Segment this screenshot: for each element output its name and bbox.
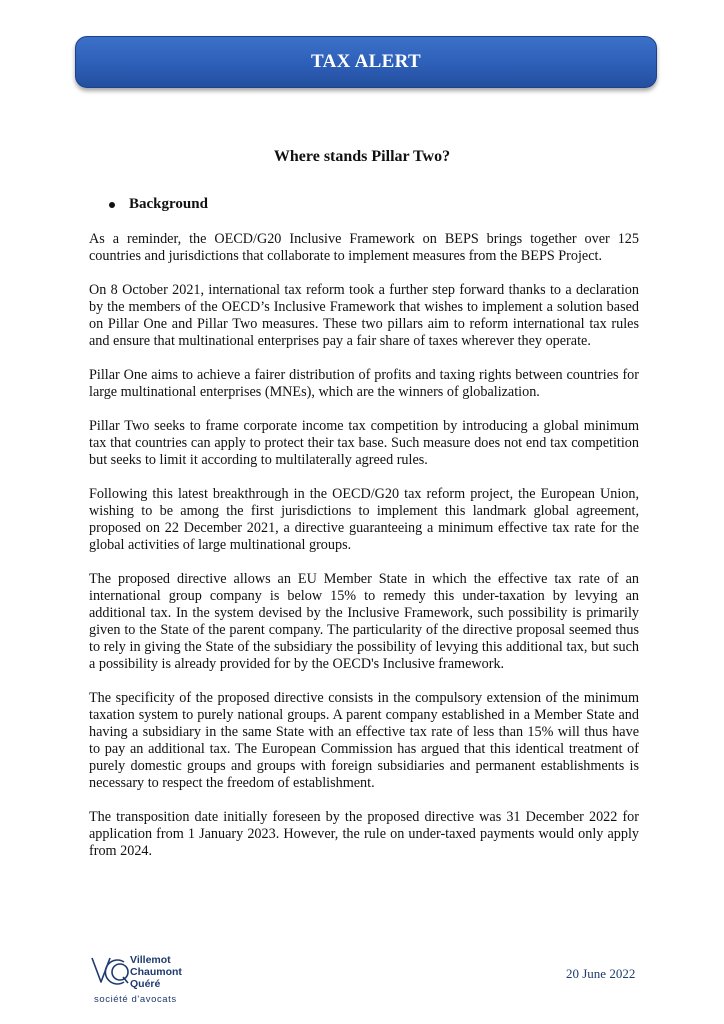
paragraph: The specificity of the proposed directive consists in the compulsory extension of the minimum taxation system to purely national groups. A parent company established in a Member State and having a subsidiary in the same State with an effective tax rate of less than 15% will thus have to pay an additional tax. The European Commission has argued that this identical treatment of purely domestic groups and groups with foreign subsidiaries and permanent establishments is necessary to respect the freedom of establishment. bbox=[89, 690, 639, 791]
logo-name-chaumont: Chaumont bbox=[130, 966, 182, 978]
footer-date: 20 June 2022 bbox=[566, 966, 636, 981]
banner-title: TAX ALERT bbox=[311, 51, 421, 72]
body-text bbox=[89, 231, 639, 877]
logo-tagline: société d'avocats bbox=[94, 994, 177, 1005]
paragraph: On 8 October 2021, international tax reform took a further step forward thanks to a declaration by the members of the OECD’s Inclusive Framework that wishes to implement a solution based on Pillar One and Pillar Two measures. These two pillars aim to reform international tax rules and ensure that multinational enterprises pay a fair share of taxes wherever they operate. bbox=[89, 282, 639, 349]
logo-name-villemot: Villemot bbox=[130, 954, 171, 966]
paragraph: Pillar Two seeks to frame corporate income tax competition by introducing a global minimum tax that countries can apply to protect their tax base. Such measure does not end tax competition but seeks to limit it according to multilaterally agreed rules. bbox=[89, 418, 639, 468]
section-heading: Background bbox=[129, 196, 208, 212]
firm-logo bbox=[90, 952, 210, 1008]
paragraph: Following this latest breakthrough in the OECD/G20 tax reform project, the European Union, wishing to be among the first jurisdictions to implement this landmark global agreement, proposed on 22 December 2021, a directive guaranteeing a minimum effective tax rate for the global activities of large multinational groups. bbox=[89, 486, 639, 553]
paragraph: As a reminder, the OECD/G20 Inclusive Framework on BEPS brings together over 125 countries and jurisdictions that collaborate to implement measures from the BEPS Project. bbox=[89, 231, 639, 264]
vcq-logo-icon bbox=[90, 952, 134, 992]
tax-alert-banner bbox=[75, 36, 657, 88]
paragraph: The proposed directive allows an EU Member State in which the effective tax rate of an international group company is below 15% to remedy this under-taxation by levying an additional tax. In the system devised by the Inclusive Framework, such possibility is primarily given to the State of the parent company. The particularity of the directive proposal seemed thus to rely in giving the State of the subsidiary the possibility of levying this additional tax, but such a possibility is already provided for by the OECD's Inclusive framework. bbox=[89, 571, 639, 672]
logo-name-quere: Quéré bbox=[130, 978, 161, 990]
paragraph: The transposition date initially foreseen by the proposed directive was 31 December 2022 for application from 1 January 2023. However, the rule on under-taxed payments would only apply from 2024. bbox=[89, 809, 639, 859]
bullet-icon bbox=[109, 202, 115, 208]
paragraph: Pillar One aims to achieve a fairer distribution of profits and taxing rights between countries for large multinational enterprises (MNEs), which are the winners of globalization. bbox=[89, 367, 639, 400]
section-heading-row bbox=[109, 196, 208, 213]
document-title: Where stands Pillar Two? bbox=[273, 148, 451, 165]
logo-names bbox=[130, 954, 182, 990]
